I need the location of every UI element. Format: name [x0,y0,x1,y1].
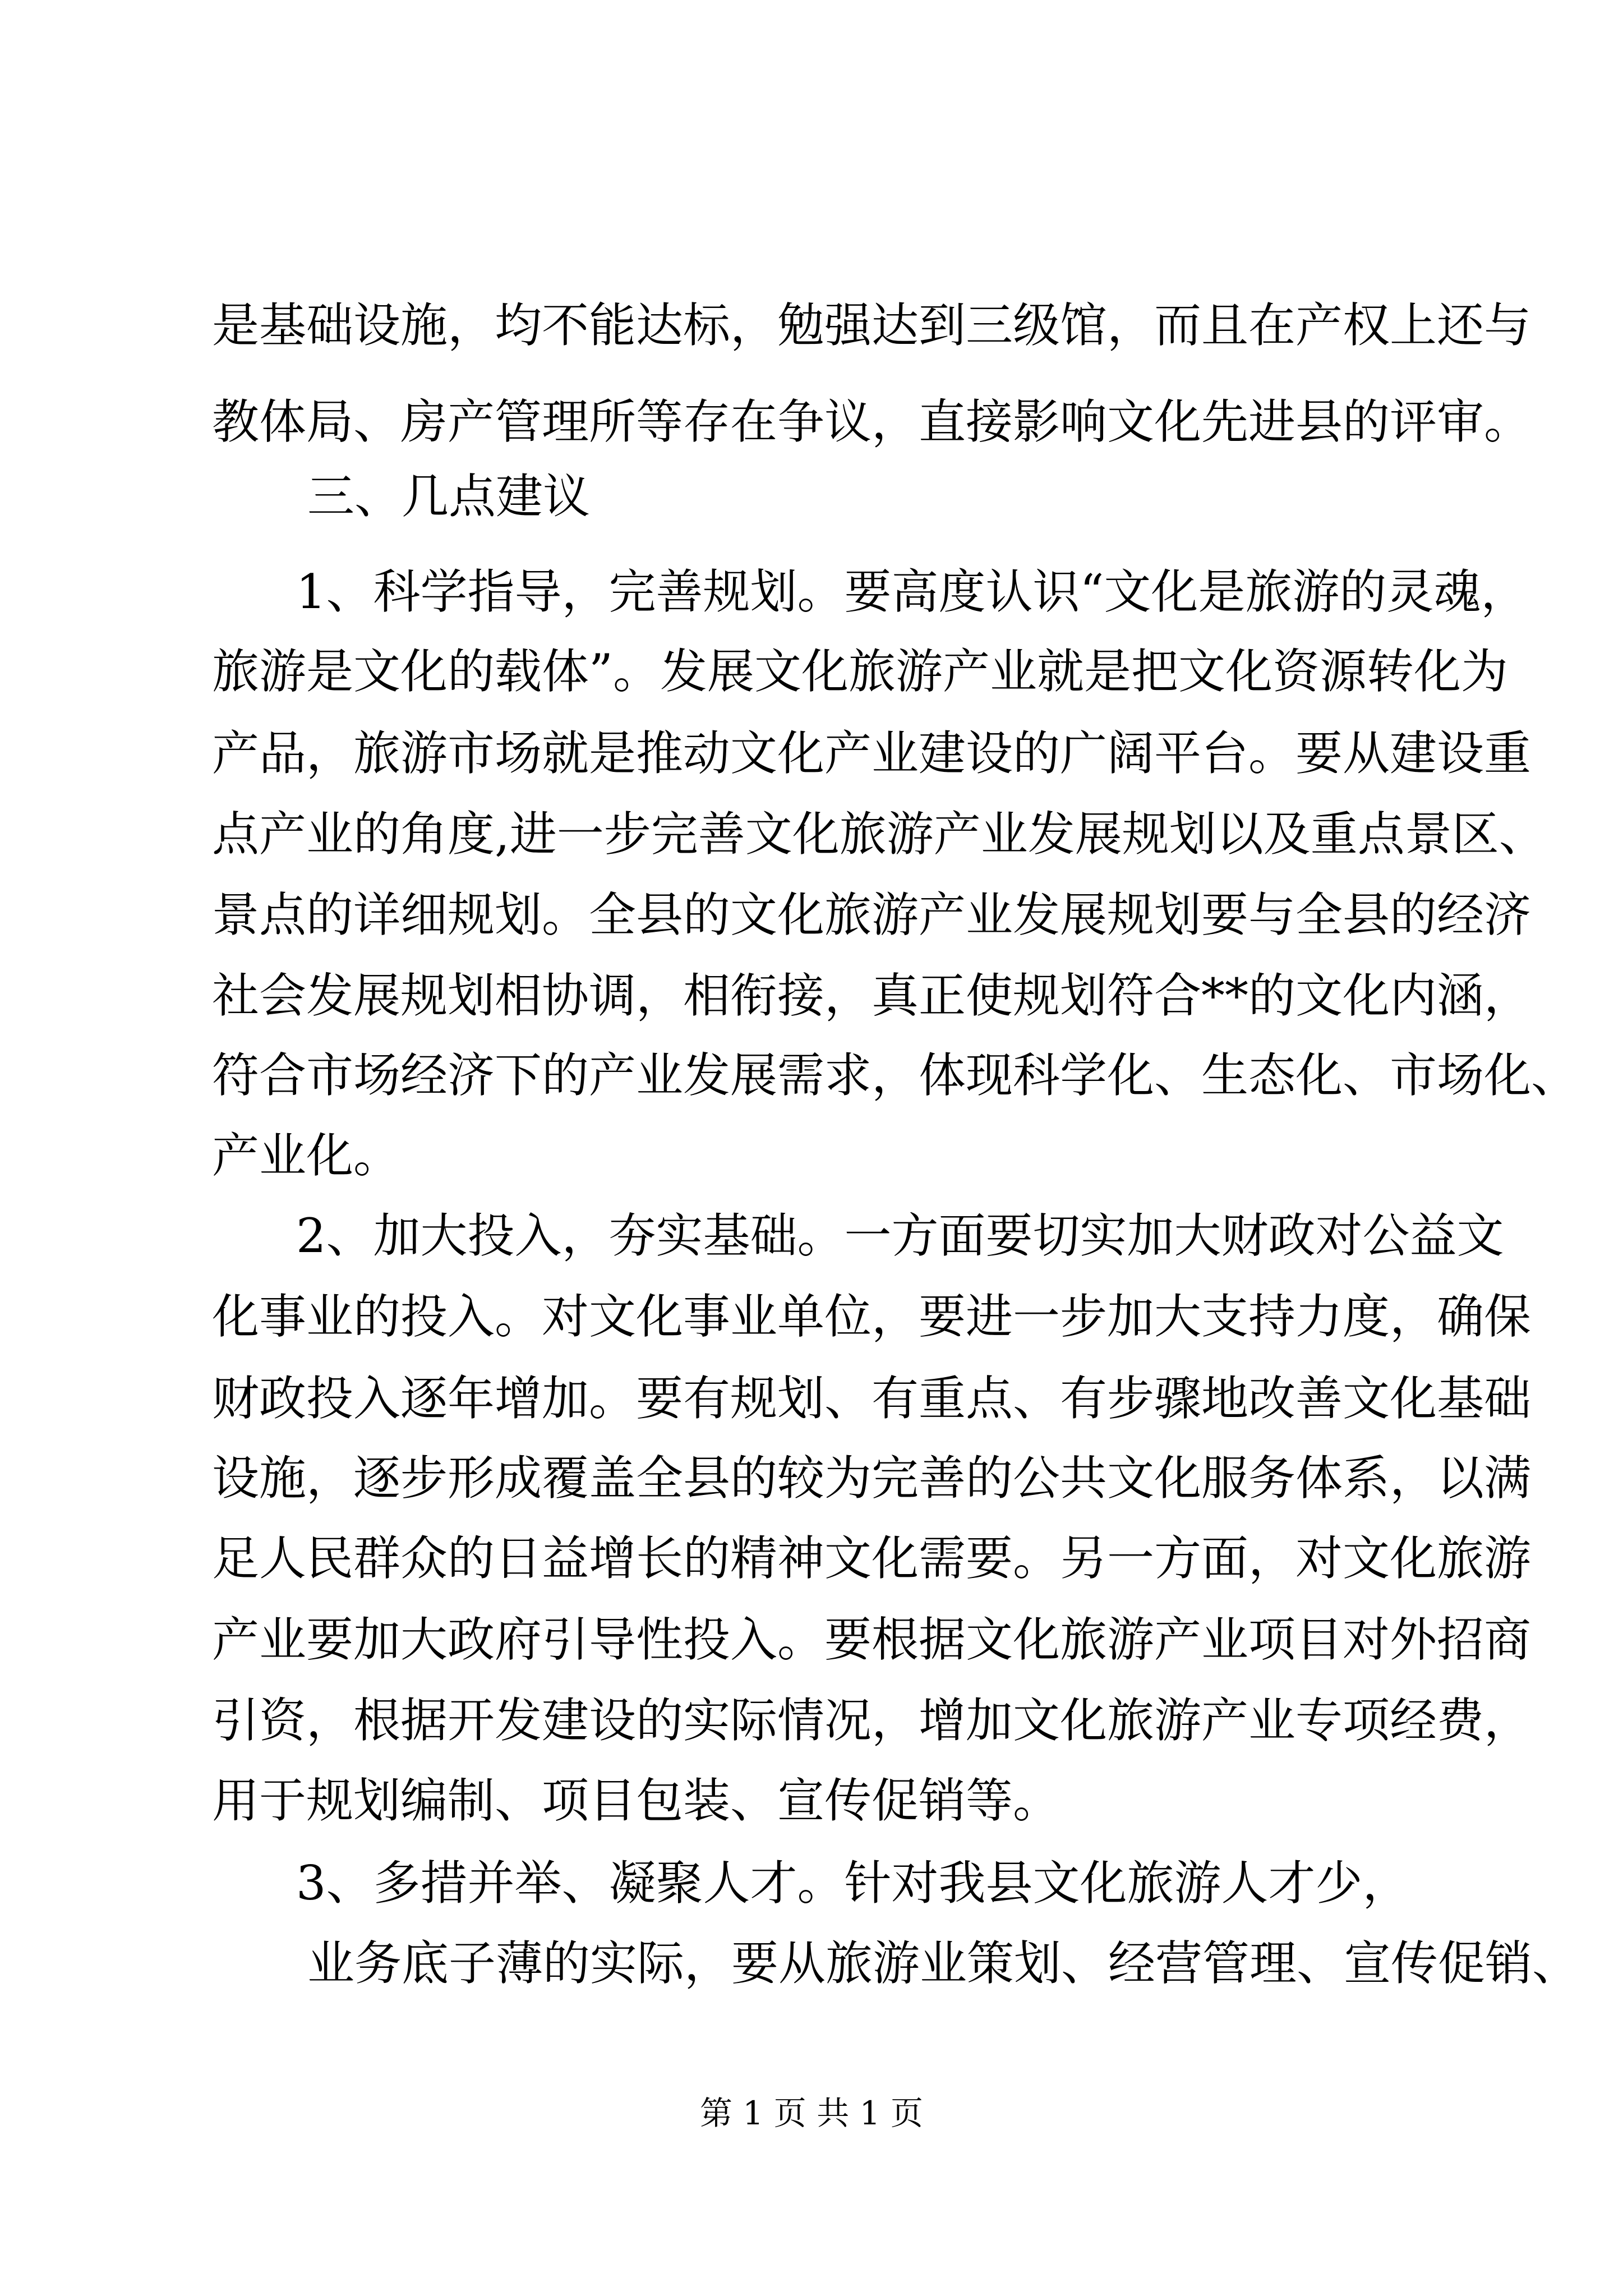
text-line: 点产业的角度,进一步完善文化旅游产业发展规划以及重点景区、 [212,807,1546,862]
text-line: 产业要加大政府引导性投入。要根据文化旅游产业项目对外招商 [212,1612,1532,1667]
text-line: 教体局、房产管理所等存在争议，直接影响文化先进县的评审。 [212,394,1532,449]
text-line: 产品，旅游市场就是推动文化产业建设的广阔平台。要从建设重 [212,726,1532,781]
text-line: 用于规划编制、项目包装、宣传促销等。 [212,1773,1061,1828]
text-line: 业务底子薄的实际，要从旅游业策划、经营管理、宣传促销、 [307,1936,1580,1991]
text-line: 设施，逐步形成覆盖全县的较为完善的公共文化服务体系，以满 [212,1451,1532,1506]
text-line: 产业化。 [212,1128,401,1183]
text-line: 3、多措并举、凝聚人才。针对我县文化旅游人才少， [296,1856,1410,1911]
text-line: 社会发展规划相协调，相衔接，真正使规划符合**的文化内涵， [212,968,1532,1023]
text-line: 足人民群众的日益增长的精神文化需要。另一方面，对文化旅游 [212,1531,1532,1586]
text-line: 化事业的投入。对文化事业单位，要进一步加大支持力度，确保 [212,1289,1532,1344]
text-line: 旅游是文化的载体”。发展文化旅游产业就是把文化资源转化为 [212,644,1508,699]
text-line: 财政投入逐年增加。要有规划、有重点、有步骤地改善文化基础 [212,1371,1532,1426]
text-line: 1、科学指导，完善规划。要高度认识“文化是旅游的灵魂， [296,564,1528,619]
text-line: 是基础设施，均不能达标，勉强达到三级馆，而且在产权上还与 [212,298,1532,353]
text-line: 2、加大投入，夯实基础。一方面要切实加大财政对公益文 [296,1208,1504,1263]
section-heading: 三、几点建议 [307,469,591,524]
text-line: 符合市场经济下的产业发展需求，体现科学化、生态化、市场化、 [212,1048,1579,1103]
text-line: 引资，根据开发建设的实际情况，增加文化旅游产业专项经费， [212,1693,1532,1748]
page-footer: 第 1 页 共 1 页 [700,2094,923,2132]
text-line: 景点的详细规划。全县的文化旅游产业发展规划要与全县的经济 [212,887,1532,942]
